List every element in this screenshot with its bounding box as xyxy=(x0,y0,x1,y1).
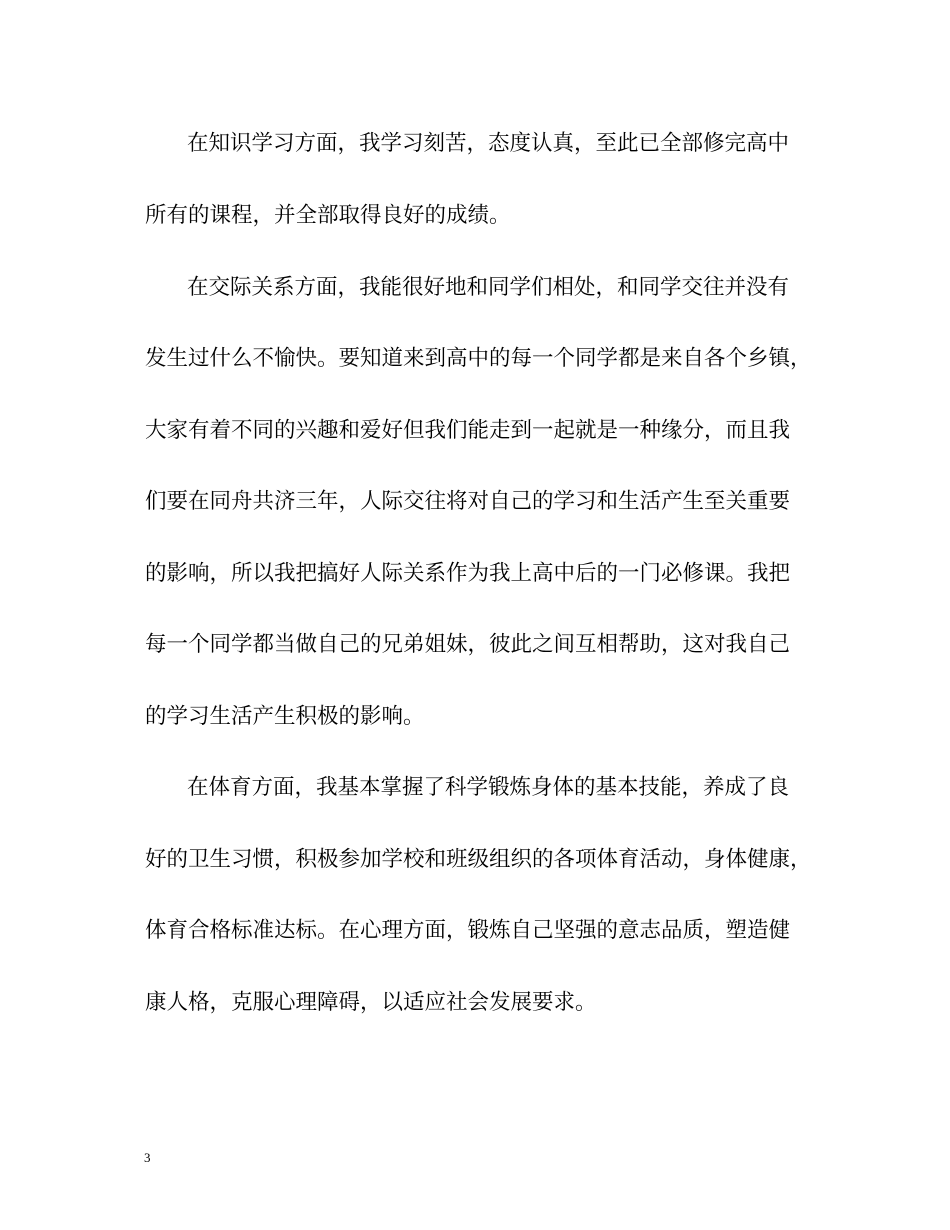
text-line: 在交际关系方面，我能很好地和同学们相处，和同学交往并没有 xyxy=(187,275,790,300)
text-line: 所有的课程，并全部取得良好的成绩。 xyxy=(145,203,511,228)
text-line: 康人格，克服心理障碍，以适应社会发展要求。 xyxy=(145,990,597,1015)
text-line: 的学习生活产生积极的影响。 xyxy=(145,704,425,729)
page-number: 3 xyxy=(144,1150,151,1165)
text-line: 每一个同学都当做自己的兄弟姐妹，彼此之间互相帮助，这对我自己 xyxy=(145,632,791,657)
text-line: 在体育方面，我基本掌握了科学锻炼身体的基本技能，养成了良 xyxy=(187,775,790,800)
text-line: 体育合格标准达标。在心理方面，锻炼自己坚强的意志品质，塑造健 xyxy=(145,918,791,943)
text-line: 大家有着不同的兴趣和爱好但我们能走到一起就是一种缘分，而且我 xyxy=(145,418,791,443)
text-line: 好的卫生习惯，积极参加学校和班级组织的各项体育活动，身体健康， xyxy=(145,847,812,872)
text-line: 在知识学习方面，我学习刻苦，态度认真，至此已全部修完高中 xyxy=(187,131,790,156)
text-line: 发生过什么不愉快。要知道来到高中的每一个同学都是来自各个乡镇， xyxy=(145,346,812,371)
text-line: 的影响，所以我把搞好人际关系作为我上高中后的一门必修课。我把 xyxy=(145,561,791,586)
text-line: 们要在同舟共济三年，人际交往将对自己的学习和生活产生至关重要 xyxy=(145,489,791,514)
